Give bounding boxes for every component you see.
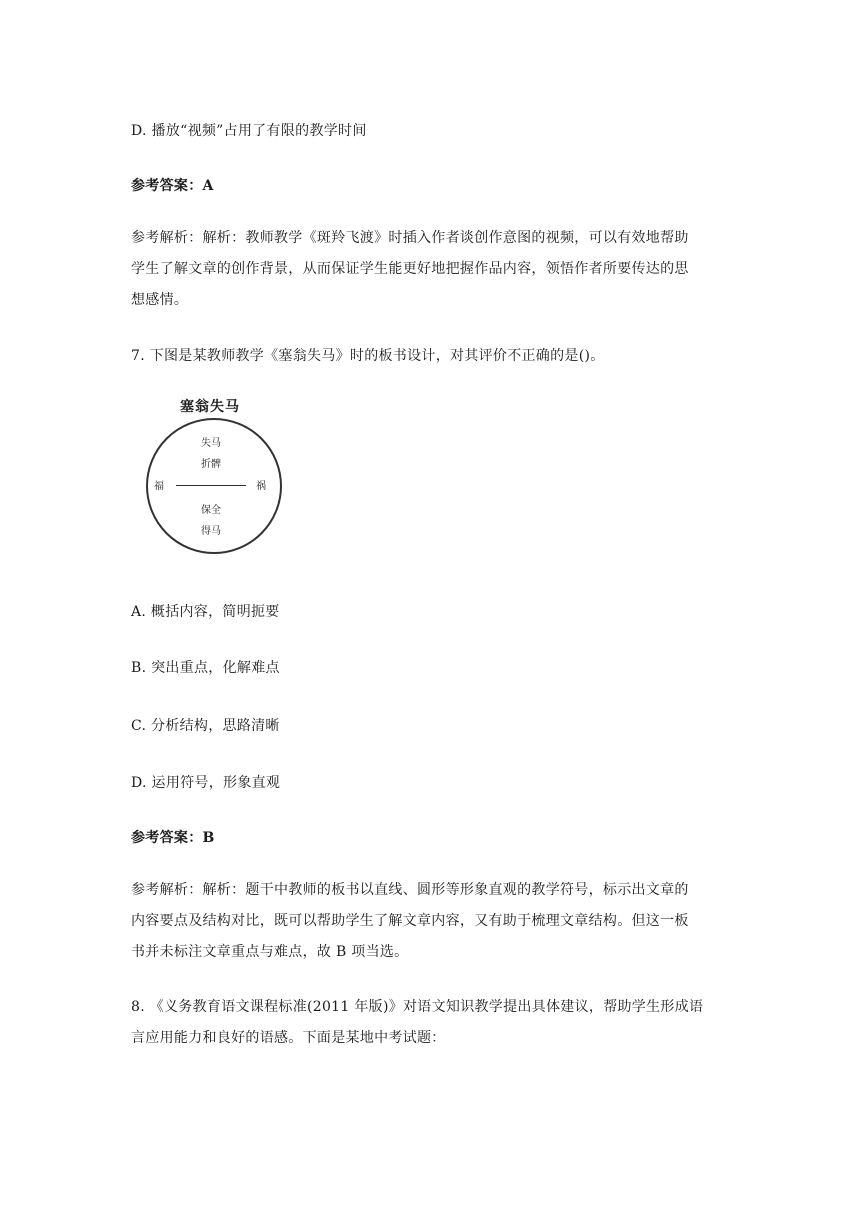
analysis2-line-2: 内容要点及结构对比，既可以帮助学生了解文章内容，又有助于梳理文章结构。但这一板 — [131, 913, 689, 929]
figure-top-line-2: 折髀 — [201, 459, 221, 470]
question-8-line-2: 言应用能力和良好的语感。下面是某地中考试题： — [131, 1030, 446, 1046]
option-d-prev: D. 播放“视频”占用了有限的教学时间 — [131, 123, 367, 139]
figure-right-label: 祸 — [256, 481, 266, 492]
question-8-line-1: 8. 《义务教育语文课程标准(2011 年版)》对语文知识教学提出具体建议，帮助学生形成语 — [131, 999, 704, 1015]
analysis2-line-3: 书并未标注文章重点与难点，故 B 项当选。 — [131, 944, 409, 960]
figure-title: 塞翁失马 — [180, 399, 240, 415]
blackboard-figure — [140, 388, 290, 568]
figure-bottom-line-1: 保全 — [201, 505, 221, 516]
figure-left-label: 福 — [154, 481, 164, 492]
figure-bottom-line-2: 得马 — [201, 526, 221, 537]
figure-divider-line — [176, 485, 246, 486]
figure-top-line-1: 失马 — [201, 438, 221, 449]
analysis-line-2: 学生了解文章的创作背景，从而保证学生能更好地把握作品内容，领悟作者所要传达的思 — [131, 261, 689, 277]
option-b: B. 突出重点，化解难点 — [131, 660, 280, 676]
option-a: A. 概括内容，简明扼要 — [131, 604, 280, 620]
question-7: 7. 下图是某教师教学《塞翁失马》时的板书设计，对其评价不正确的是()。 — [131, 348, 605, 364]
option-c: C. 分析结构，思路清晰 — [131, 718, 280, 734]
answer-label-2: 参考答案：B — [131, 830, 215, 846]
analysis-line-1: 参考解析：解析：教师教学《斑羚飞渡》时插入作者谈创作意图的视频，可以有效地帮助 — [131, 230, 689, 246]
option-d: D. 运用符号，形象直观 — [131, 775, 281, 791]
answer-label: 参考答案：A — [131, 178, 214, 194]
analysis-line-3: 想感情。 — [131, 292, 189, 308]
analysis2-line-1: 参考解析：解析：题干中教师的板书以直线、圆形等形象直观的教学符号，标示出文章的 — [131, 882, 689, 898]
